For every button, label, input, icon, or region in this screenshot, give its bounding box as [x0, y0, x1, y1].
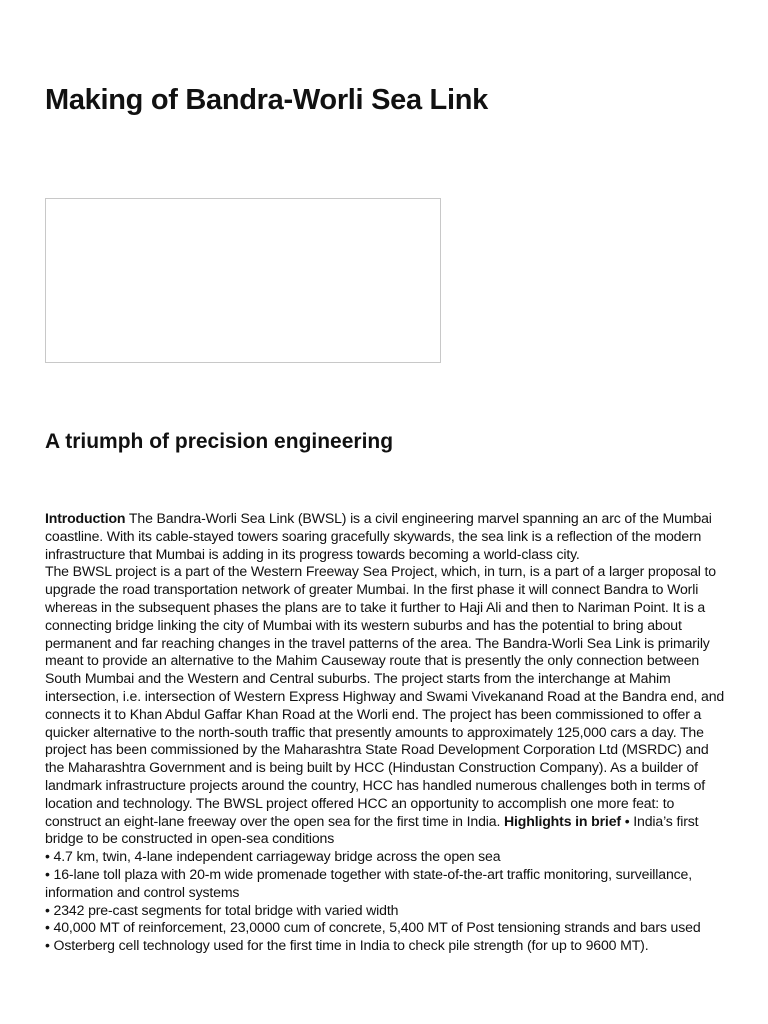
intro-text: The Bandra-Worli Sea Link (BWSL) is a civil engineering marvel spanning an arc of the Mumbai coastline. With its cable-stayed towers soaring gracefully skywards, the sea link is a reflection of the modern infrastructure that Mumbai is adding in its progress towards becoming a world-class city. — [45, 510, 712, 562]
page-title: Making of Bandra-Worli Sea Link — [45, 84, 488, 116]
highlight-bullet: • 2342 pre-cast segments for total bridge with varied width — [45, 901, 399, 918]
intro-label: Introduction — [45, 510, 126, 526]
highlights-label: Highlights in brief — [503, 812, 621, 829]
image-placeholder — [45, 198, 441, 363]
intro-paragraph — [45, 510, 725, 563]
highlight-bullet: • 16-lane toll plaza with 20-m wide promenade together with state-of-the-art traffic monitoring, surveillance, information and control systems — [45, 865, 692, 900]
highlight-bullet: • Osterberg cell technology used for the first time in India to check pile strength (for up to 9600 MT). — [45, 937, 649, 954]
paragraph-2-text: The BWSL project is a part of the Western Freeway Sea Project, which, in turn, is a part of a larger proposal to upgrade the road transportation network of greater Mumbai. In the first phase it will connect Bandra to Worli whereas in the subsequent phases the plans are to take it further to Haji Ali and then to Nariman Point. It is a connecting bridge linking the city of Mumbai with its western suburbs and has the potential to bring about permanent and far reaching changes in the travel patterns of the area. The Bandra-Worli Sea Link is primarily meant to provide an alternative to the Mahim Causeway route that is presently the only connection between South Mumbai and the Western and Central suburbs. The project starts from the interchange at Mahim intersection, i.e. intersection of Western Express Highway and Swami Vivekanand Road at the Bandra end, and connects it to Khan Abdul Gaffar Khan Road at the Worli end. The project has been commissioned to offer a quicker alternative to the north-south traffic that presently amounts to approximately 125,000 cars a day. The project has been commissioned by the Maharashtra State Road Development Corporation Ltd (MSRDC) and the Maharashtra Government and is being built by HCC (Hindustan Construction Company). As a builder of landmark infrastructure projects around the country, HCC has handled numerous challenges both in terms of location and technology. The BWSL project offered HCC an opportunity to accomplish one more feat: to construct an eight-lane freeway over the open sea for the first time in India. — [45, 563, 725, 829]
section-subtitle: A triumph of precision engineering — [45, 430, 394, 453]
highlight-bullet: • 40,000 MT of reinforcement, 23,0000 cum of concrete, 5,400 MT of Post tensioning strands and bars used — [45, 919, 701, 936]
highlight-bullet: • 4.7 km, twin, 4-lane independent carriageway bridge across the open sea — [45, 848, 501, 865]
article-body — [45, 510, 725, 955]
highlight-first: • India’s first bridge to be constructed in open-sea conditions — [45, 812, 699, 847]
project-paragraph — [45, 563, 725, 848]
